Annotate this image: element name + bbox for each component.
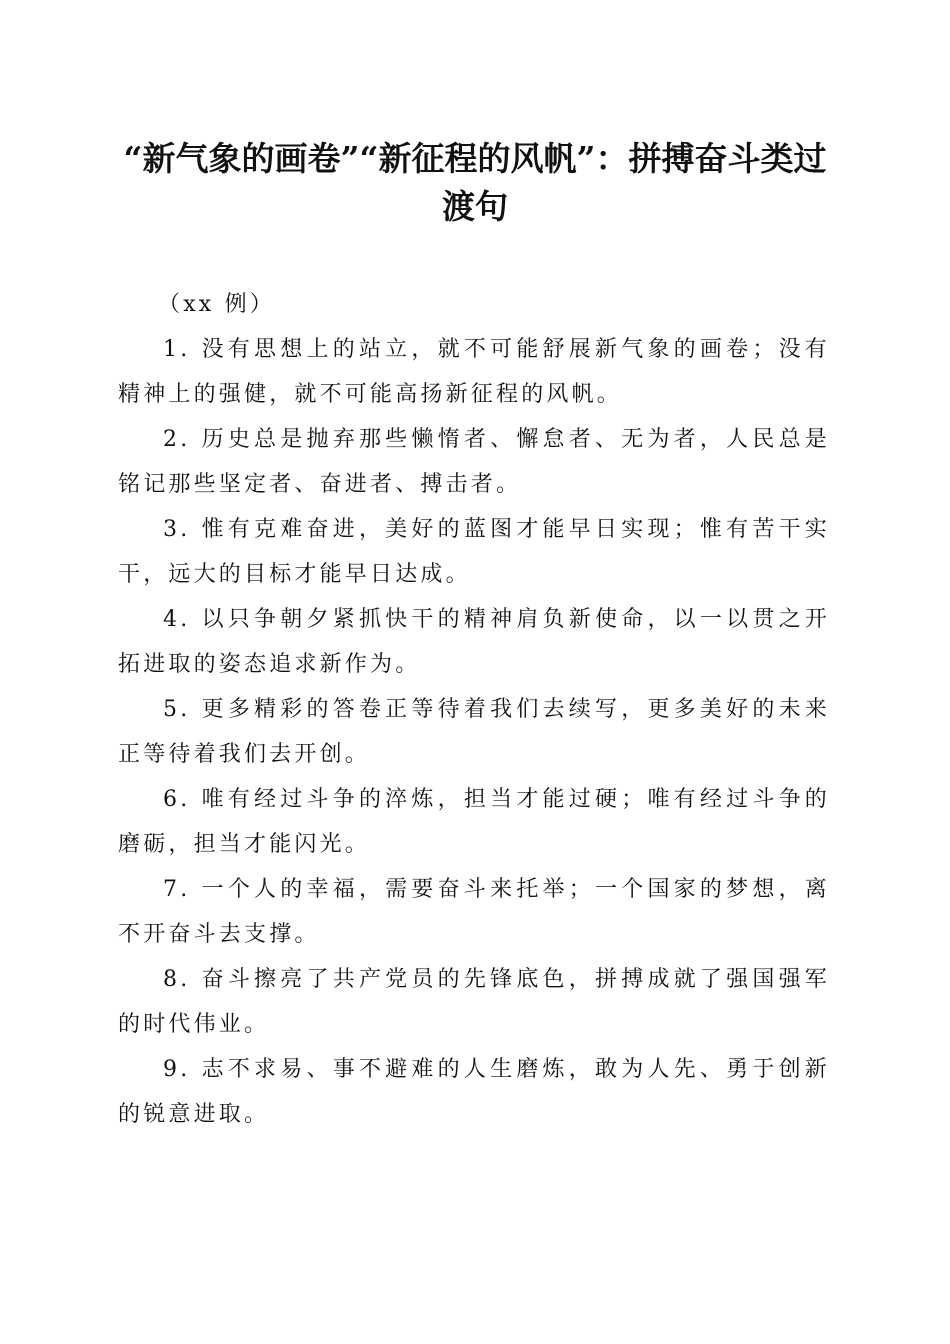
document-title: “新气象的画卷”“新征程的风帆”：拼搏奋斗类过渡句	[123, 139, 827, 226]
example-count-note: （xx 例）	[158, 292, 276, 317]
list-item: 2. 历史总是抛弃那些懒惰者、懈怠者、无为者，人民总是铭记那些坚定者、奋进者、搏击者。	[118, 427, 830, 497]
list-item: 9. 志不求易、事不避难的人生磨炼，敢为人先、勇于创新的锐意进取。	[118, 1057, 830, 1127]
list-item: 3. 惟有克难奋进，美好的蓝图才能早日实现；惟有苦干实干，远大的目标才能早日达成。	[118, 517, 830, 587]
list-item: 4. 以只争朝夕紧抓快干的精神肩负新使命，以一以贯之开拓进取的姿态追求新作为。	[118, 607, 830, 677]
list-item: 8. 奋斗擦亮了共产党员的先锋底色，拼搏成就了强国强军的时代伟业。	[118, 967, 830, 1037]
list-item: 5. 更多精彩的答卷正等待着我们去续写，更多美好的未来正等待着我们去开创。	[118, 697, 830, 767]
list-item: 7. 一个人的幸福，需要奋斗来托举；一个国家的梦想，离不开奋斗去支撑。	[118, 877, 830, 947]
list-item: 6. 唯有经过斗争的淬炼，担当才能过硬；唯有经过斗争的磨砺，担当才能闪光。	[118, 787, 830, 857]
document-body	[118, 282, 830, 1137]
list-item: 1. 没有思想上的站立，就不可能舒展新气象的画卷；没有精神上的强健，就不可能高扬新征程的风帆。	[118, 337, 830, 407]
